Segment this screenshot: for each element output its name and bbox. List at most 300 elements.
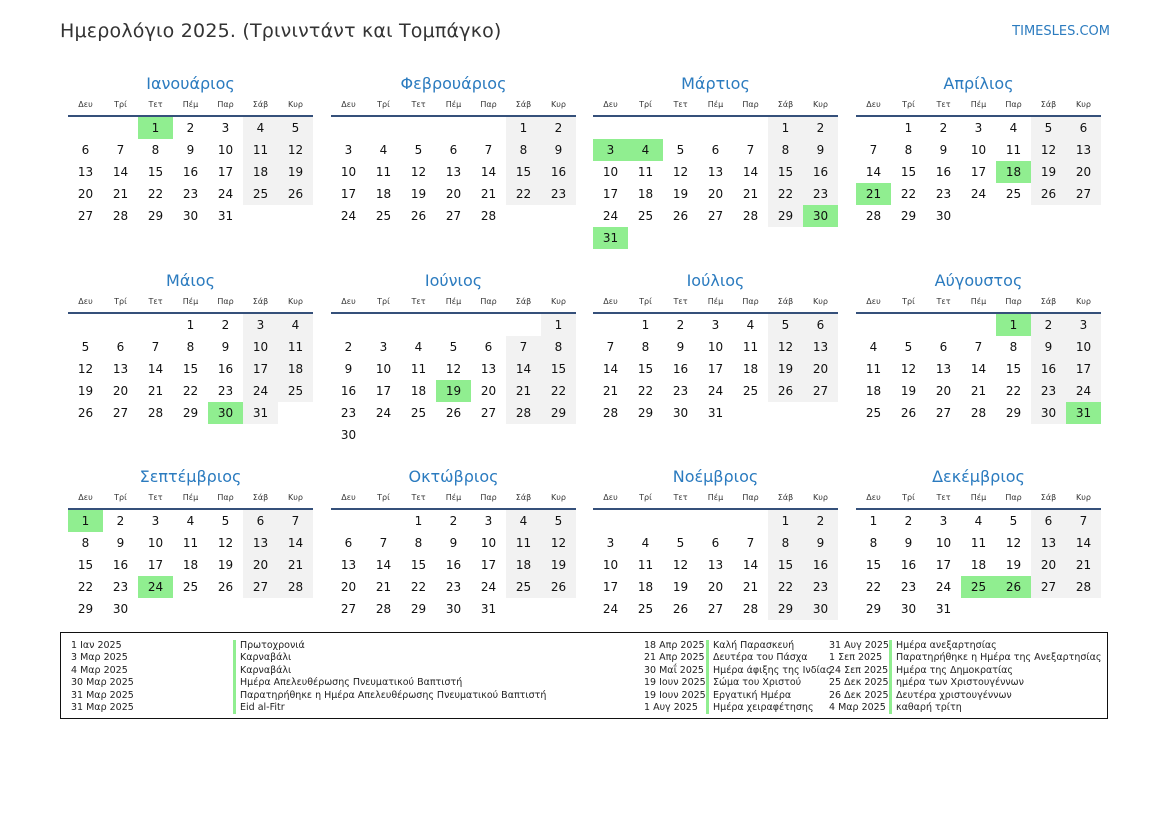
- holiday-cell: 1: [68, 510, 103, 532]
- day-cell: 21: [480, 187, 497, 201]
- weekday-label: Τρί: [902, 297, 915, 306]
- day-cell: 2: [676, 318, 685, 332]
- day-cell: 26: [445, 406, 462, 420]
- day-cell: 18: [410, 384, 427, 398]
- day-cell: 17: [935, 558, 952, 572]
- days-grid: [68, 314, 313, 424]
- legend-date: 31 Μαρ 2025: [71, 689, 134, 701]
- day-cell: 22: [541, 380, 576, 402]
- holiday-cell: 26: [996, 576, 1031, 598]
- day-cell: 26: [672, 209, 689, 223]
- day-cell: 29: [77, 602, 94, 616]
- legend-name: Καλή Παρασκευή: [706, 640, 794, 652]
- day-cell: 14: [865, 165, 882, 179]
- weekday-label: Τετ: [148, 100, 163, 109]
- days-grid: [68, 117, 313, 227]
- day-cell: 24: [935, 580, 952, 594]
- day-cell: 19: [217, 558, 234, 572]
- weekday-label: Πέμ: [445, 493, 462, 502]
- weekday-label: Τετ: [673, 100, 688, 109]
- day-cell: 4: [278, 314, 313, 336]
- day-cell: 13: [77, 165, 94, 179]
- day-cell: 2: [449, 514, 458, 528]
- day-cell: 30: [445, 602, 462, 616]
- day-cell: 27: [935, 406, 952, 420]
- legend-date: 30 Μαΐ 2025: [644, 664, 704, 676]
- day-cell: 3: [221, 121, 230, 135]
- day-cell: 9: [541, 139, 576, 161]
- day-cell: 10: [707, 340, 724, 354]
- day-cell: 14: [742, 558, 759, 572]
- day-cell: 9: [186, 143, 195, 157]
- day-cell: 24: [602, 602, 619, 616]
- day-cell: 4: [186, 514, 195, 528]
- weekday-label: Σάβ: [777, 297, 794, 306]
- weekday-label: Δευ: [78, 100, 93, 109]
- weekday-label: Πέμ: [707, 100, 724, 109]
- weekday-label: Κυρ: [813, 100, 828, 109]
- month-name: Σεπτέμβριος: [139, 467, 242, 486]
- day-cell: 29: [182, 406, 199, 420]
- month-calendar: [331, 466, 576, 620]
- day-cell: 2: [344, 340, 353, 354]
- weekday-label: Παρ: [480, 100, 497, 109]
- day-cell: 2: [186, 121, 195, 135]
- day-cell: 26: [672, 602, 689, 616]
- weekday-label: Τρί: [639, 297, 652, 306]
- day-cell: 15: [865, 558, 882, 572]
- day-cell: 21: [147, 384, 164, 398]
- day-cell: 30: [112, 602, 129, 616]
- month-name: Φεβρουάριος: [400, 74, 507, 93]
- day-cell: 17: [707, 362, 724, 376]
- weekday-header: [331, 95, 576, 117]
- day-cell: 23: [182, 187, 199, 201]
- day-cell: 24: [217, 187, 234, 201]
- day-cell: 22: [637, 384, 654, 398]
- day-cell: 29: [768, 205, 803, 227]
- month-name: Αύγουστος: [934, 271, 1023, 290]
- day-cell: 13: [707, 558, 724, 572]
- weekday-label: Τετ: [148, 297, 163, 306]
- day-cell: 9: [344, 362, 353, 376]
- day-cell: 3: [974, 121, 983, 135]
- weekday-header: [68, 488, 313, 510]
- days-grid: [593, 314, 838, 424]
- day-cell: 25: [278, 380, 313, 402]
- day-cell: 6: [1066, 117, 1101, 139]
- day-cell: 28: [742, 602, 759, 616]
- day-cell: 18: [375, 187, 392, 201]
- day-cell: 23: [672, 384, 689, 398]
- weekday-label: Δευ: [603, 297, 618, 306]
- day-cell: 11: [742, 340, 759, 354]
- holiday-cell: 30: [803, 205, 838, 227]
- day-cell: 27: [243, 576, 278, 598]
- day-cell: 28: [506, 402, 541, 424]
- empty-cell: [436, 314, 471, 336]
- day-cell: 19: [410, 187, 427, 201]
- day-cell: 31: [243, 402, 278, 424]
- day-cell: 10: [340, 165, 357, 179]
- day-cell: 13: [1031, 532, 1066, 554]
- legend-name: Ημέρα άφιξης της Ινδίας: [706, 665, 832, 677]
- day-cell: 16: [803, 554, 838, 576]
- day-cell: 8: [81, 536, 90, 550]
- day-cell: 27: [803, 380, 838, 402]
- day-cell: 13: [803, 336, 838, 358]
- day-cell: 10: [602, 558, 619, 572]
- day-cell: 7: [606, 340, 615, 354]
- weekday-label: Σάβ: [515, 493, 532, 502]
- day-cell: 11: [278, 336, 313, 358]
- day-cell: 22: [182, 384, 199, 398]
- weekday-label: Σάβ: [252, 493, 269, 502]
- day-cell: 10: [375, 362, 392, 376]
- day-cell: 10: [970, 143, 987, 157]
- weekday-label: Δευ: [341, 297, 356, 306]
- site-link[interactable]: TIMESLES.COM: [1012, 24, 1110, 39]
- day-cell: 19: [278, 161, 313, 183]
- day-cell: 6: [81, 143, 90, 157]
- day-cell: 29: [147, 209, 164, 223]
- legend-name: Δευτέρα του Πάσχα: [706, 652, 808, 664]
- day-cell: 25: [506, 576, 541, 598]
- day-cell: 17: [602, 187, 619, 201]
- day-cell: 29: [637, 406, 654, 420]
- day-cell: 13: [707, 165, 724, 179]
- day-cell: 21: [278, 554, 313, 576]
- day-cell: 6: [449, 143, 458, 157]
- day-cell: 9: [449, 536, 458, 550]
- day-cell: 6: [711, 143, 720, 157]
- day-cell: 16: [445, 558, 462, 572]
- holiday-cell: 1: [138, 117, 173, 139]
- day-cell: 10: [243, 336, 278, 358]
- day-cell: 20: [445, 187, 462, 201]
- day-cell: 6: [484, 340, 493, 354]
- day-cell: 24: [970, 187, 987, 201]
- day-cell: 12: [1005, 536, 1022, 550]
- day-cell: 9: [939, 143, 948, 157]
- day-cell: 29: [1005, 406, 1022, 420]
- day-cell: 21: [742, 580, 759, 594]
- day-cell: 9: [803, 139, 838, 161]
- day-cell: 22: [768, 183, 803, 205]
- day-cell: 29: [541, 402, 576, 424]
- day-cell: 2: [803, 510, 838, 532]
- day-cell: 24: [340, 209, 357, 223]
- legend-date: 4 Μαρ 2025: [829, 701, 886, 713]
- weekday-label: Παρ: [1005, 493, 1022, 502]
- legend-name: Καρναβάλι: [233, 665, 291, 677]
- day-cell: 18: [865, 384, 882, 398]
- empty-cell: [663, 117, 698, 139]
- day-cell: 10: [217, 143, 234, 157]
- day-cell: 12: [445, 362, 462, 376]
- day-cell: 14: [278, 532, 313, 554]
- day-cell: 23: [935, 187, 952, 201]
- weekday-label: Τετ: [673, 493, 688, 502]
- empty-cell: [506, 314, 541, 336]
- day-cell: 15: [506, 161, 541, 183]
- holiday-cell: 21: [856, 183, 891, 205]
- day-cell: 3: [243, 314, 278, 336]
- weekday-label: Πέμ: [970, 297, 987, 306]
- weekday-label: Τετ: [148, 493, 163, 502]
- legend-date: 1 Ιαν 2025: [71, 640, 122, 651]
- weekday-label: Δευ: [866, 493, 881, 502]
- weekday-header: [331, 488, 576, 510]
- day-cell: 6: [711, 536, 720, 550]
- day-cell: 14: [742, 165, 759, 179]
- day-cell: 3: [151, 514, 160, 528]
- empty-cell: [891, 314, 926, 336]
- day-cell: 25: [410, 406, 427, 420]
- legend-name: Παρατηρήθηκε η Ημέρα της Ανεξαρτησίας: [889, 652, 1101, 664]
- day-cell: 2: [541, 117, 576, 139]
- empty-cell: [961, 314, 996, 336]
- day-cell: 4: [506, 510, 541, 532]
- weekday-label: Τρί: [639, 100, 652, 109]
- day-cell: 21: [970, 384, 987, 398]
- day-cell: 5: [541, 510, 576, 532]
- day-cell: 3: [606, 536, 615, 550]
- weekday-label: Παρ: [1005, 100, 1022, 109]
- day-cell: 28: [112, 209, 129, 223]
- day-cell: 18: [970, 558, 987, 572]
- empty-cell: [593, 510, 628, 532]
- day-cell: 28: [742, 209, 759, 223]
- empty-cell: [856, 314, 891, 336]
- holiday-cell: 25: [961, 576, 996, 598]
- day-cell: 20: [480, 384, 497, 398]
- legend-name: Πρωτοχρονιά: [233, 640, 305, 652]
- holiday-cell: 1: [996, 314, 1031, 336]
- day-cell: 27: [707, 209, 724, 223]
- day-cell: 23: [340, 406, 357, 420]
- day-cell: 20: [803, 358, 838, 380]
- day-cell: 15: [768, 554, 803, 576]
- day-cell: 1: [186, 318, 195, 332]
- legend-date: 24 Σεπ 2025: [829, 664, 889, 676]
- day-cell: 30: [900, 602, 917, 616]
- month-name: Ιανουάριος: [146, 74, 235, 93]
- day-cell: 16: [672, 362, 689, 376]
- day-cell: 31: [217, 209, 234, 223]
- weekday-label: Σάβ: [777, 100, 794, 109]
- weekday-label: Τετ: [936, 493, 951, 502]
- empty-cell: [856, 117, 891, 139]
- day-cell: 27: [112, 406, 129, 420]
- day-cell: 5: [676, 536, 685, 550]
- legend-name: Ημέρα ανεξαρτησίας: [889, 640, 997, 652]
- day-cell: 5: [221, 514, 230, 528]
- day-cell: 13: [935, 362, 952, 376]
- empty-cell: [926, 314, 961, 336]
- day-cell: 4: [746, 318, 755, 332]
- month-calendar: [68, 270, 313, 424]
- empty-cell: [103, 314, 138, 336]
- legend-name: Eid al-Fitr: [233, 702, 285, 714]
- day-cell: 17: [375, 384, 392, 398]
- weekday-label: Παρ: [1005, 297, 1022, 306]
- day-cell: 12: [541, 532, 576, 554]
- day-cell: 16: [1031, 358, 1066, 380]
- day-cell: 4: [641, 536, 650, 550]
- month-calendar: [331, 73, 576, 227]
- day-cell: 27: [77, 209, 94, 223]
- legend-date: 19 Ιουν 2025: [644, 689, 706, 701]
- day-cell: 8: [768, 532, 803, 554]
- day-cell: 11: [182, 536, 199, 550]
- empty-cell: [331, 314, 366, 336]
- empty-cell: [366, 510, 401, 532]
- weekday-label: Παρ: [742, 297, 759, 306]
- weekday-label: Πέμ: [445, 100, 462, 109]
- day-cell: 28: [1066, 576, 1101, 598]
- day-cell: 5: [1031, 117, 1066, 139]
- day-cell: 16: [217, 362, 234, 376]
- month-name: Απρίλιος: [943, 74, 1014, 93]
- weekday-label: Παρ: [480, 493, 497, 502]
- day-cell: 29: [900, 209, 917, 223]
- legend-col1-dates: [71, 640, 134, 714]
- day-cell: 6: [243, 510, 278, 532]
- day-cell: 1: [414, 514, 423, 528]
- month-calendar: [856, 73, 1101, 227]
- weekday-label: Κυρ: [551, 297, 566, 306]
- weekday-header: [68, 95, 313, 117]
- weekday-label: Πέμ: [970, 493, 987, 502]
- day-cell: 11: [970, 536, 987, 550]
- legend-date: 31 Αυγ 2025: [829, 640, 889, 651]
- day-cell: 5: [81, 340, 90, 354]
- day-cell: 14: [1066, 532, 1101, 554]
- weekday-label: Τρί: [114, 100, 127, 109]
- legend-name: Εργατική Ημέρα: [706, 690, 791, 702]
- month-name: Μάρτιος: [681, 74, 750, 93]
- day-cell: 28: [602, 406, 619, 420]
- day-cell: 20: [935, 384, 952, 398]
- empty-cell: [733, 117, 768, 139]
- day-cell: 8: [414, 536, 423, 550]
- day-cell: 24: [602, 209, 619, 223]
- day-cell: 6: [939, 340, 948, 354]
- day-cell: 24: [1066, 380, 1101, 402]
- days-grid: [331, 510, 576, 620]
- day-cell: 18: [182, 558, 199, 572]
- day-cell: 14: [112, 165, 129, 179]
- weekday-label: Κυρ: [1076, 493, 1091, 502]
- weekday-label: Πέμ: [182, 493, 199, 502]
- day-cell: 7: [151, 340, 160, 354]
- empty-cell: [331, 510, 366, 532]
- day-cell: 16: [340, 384, 357, 398]
- day-cell: 28: [147, 406, 164, 420]
- legend-date: 18 Απρ 2025: [644, 640, 705, 651]
- day-cell: 16: [803, 161, 838, 183]
- legend-col3: [829, 640, 1101, 714]
- day-cell: 18: [637, 187, 654, 201]
- month-calendar: [68, 466, 313, 620]
- empty-cell: [366, 117, 401, 139]
- weekday-header: [856, 95, 1101, 117]
- day-cell: 12: [410, 165, 427, 179]
- day-cell: 23: [541, 183, 576, 205]
- weekday-label: Πέμ: [182, 297, 199, 306]
- weekday-label: Παρ: [217, 297, 234, 306]
- empty-cell: [68, 117, 103, 139]
- weekday-label: Τρί: [377, 493, 390, 502]
- day-cell: 6: [344, 536, 353, 550]
- day-cell: 23: [217, 384, 234, 398]
- day-cell: 11: [1005, 143, 1022, 157]
- weekday-label: Σάβ: [515, 297, 532, 306]
- day-cell: 7: [379, 536, 388, 550]
- weekday-label: Τετ: [411, 297, 426, 306]
- legend-name: Παρατηρήθηκε η Ημέρα Απελευθέρωσης Πνευματικού Βαπτιστή: [233, 690, 546, 702]
- empty-cell: [593, 314, 628, 336]
- empty-cell: [471, 117, 506, 139]
- day-cell: 15: [541, 358, 576, 380]
- legend-name: Σώμα του Χριστού: [706, 677, 801, 689]
- day-cell: 9: [221, 340, 230, 354]
- day-cell: 9: [676, 340, 685, 354]
- weekday-label: Παρ: [217, 100, 234, 109]
- day-cell: 8: [506, 139, 541, 161]
- weekday-label: Τρί: [114, 493, 127, 502]
- day-cell: 20: [340, 580, 357, 594]
- weekday-label: Κυρ: [288, 100, 303, 109]
- day-cell: 23: [112, 580, 129, 594]
- day-cell: 20: [112, 384, 129, 398]
- weekday-label: Τρί: [902, 493, 915, 502]
- day-cell: 9: [904, 536, 913, 550]
- month-calendar: [856, 466, 1101, 620]
- day-cell: 30: [182, 209, 199, 223]
- legend-col2: [644, 640, 832, 714]
- day-cell: 13: [340, 558, 357, 572]
- day-cell: 7: [1066, 510, 1101, 532]
- legend-name: καθαρή τρίτη: [889, 702, 962, 714]
- day-cell: 8: [151, 143, 160, 157]
- day-cell: 21: [742, 187, 759, 201]
- empty-cell: [628, 117, 663, 139]
- day-cell: 31: [935, 602, 952, 616]
- day-cell: 18: [278, 358, 313, 380]
- day-cell: 30: [803, 598, 838, 620]
- day-cell: 3: [711, 318, 720, 332]
- day-cell: 12: [1031, 139, 1066, 161]
- day-cell: 2: [939, 121, 948, 135]
- day-cell: 8: [768, 139, 803, 161]
- weekday-label: Τετ: [411, 100, 426, 109]
- weekday-label: Τρί: [377, 297, 390, 306]
- day-cell: 21: [602, 384, 619, 398]
- day-cell: 17: [217, 165, 234, 179]
- day-cell: 19: [77, 384, 94, 398]
- legend-date: 19 Ιουν 2025: [644, 677, 706, 689]
- day-cell: 20: [707, 580, 724, 594]
- legend-col1-names: [233, 640, 546, 714]
- day-cell: 1: [869, 514, 878, 528]
- weekday-label: Σάβ: [252, 100, 269, 109]
- day-cell: 23: [803, 183, 838, 205]
- holiday-cell: 18: [996, 161, 1031, 183]
- weekday-label: Δευ: [341, 493, 356, 502]
- day-cell: 15: [637, 362, 654, 376]
